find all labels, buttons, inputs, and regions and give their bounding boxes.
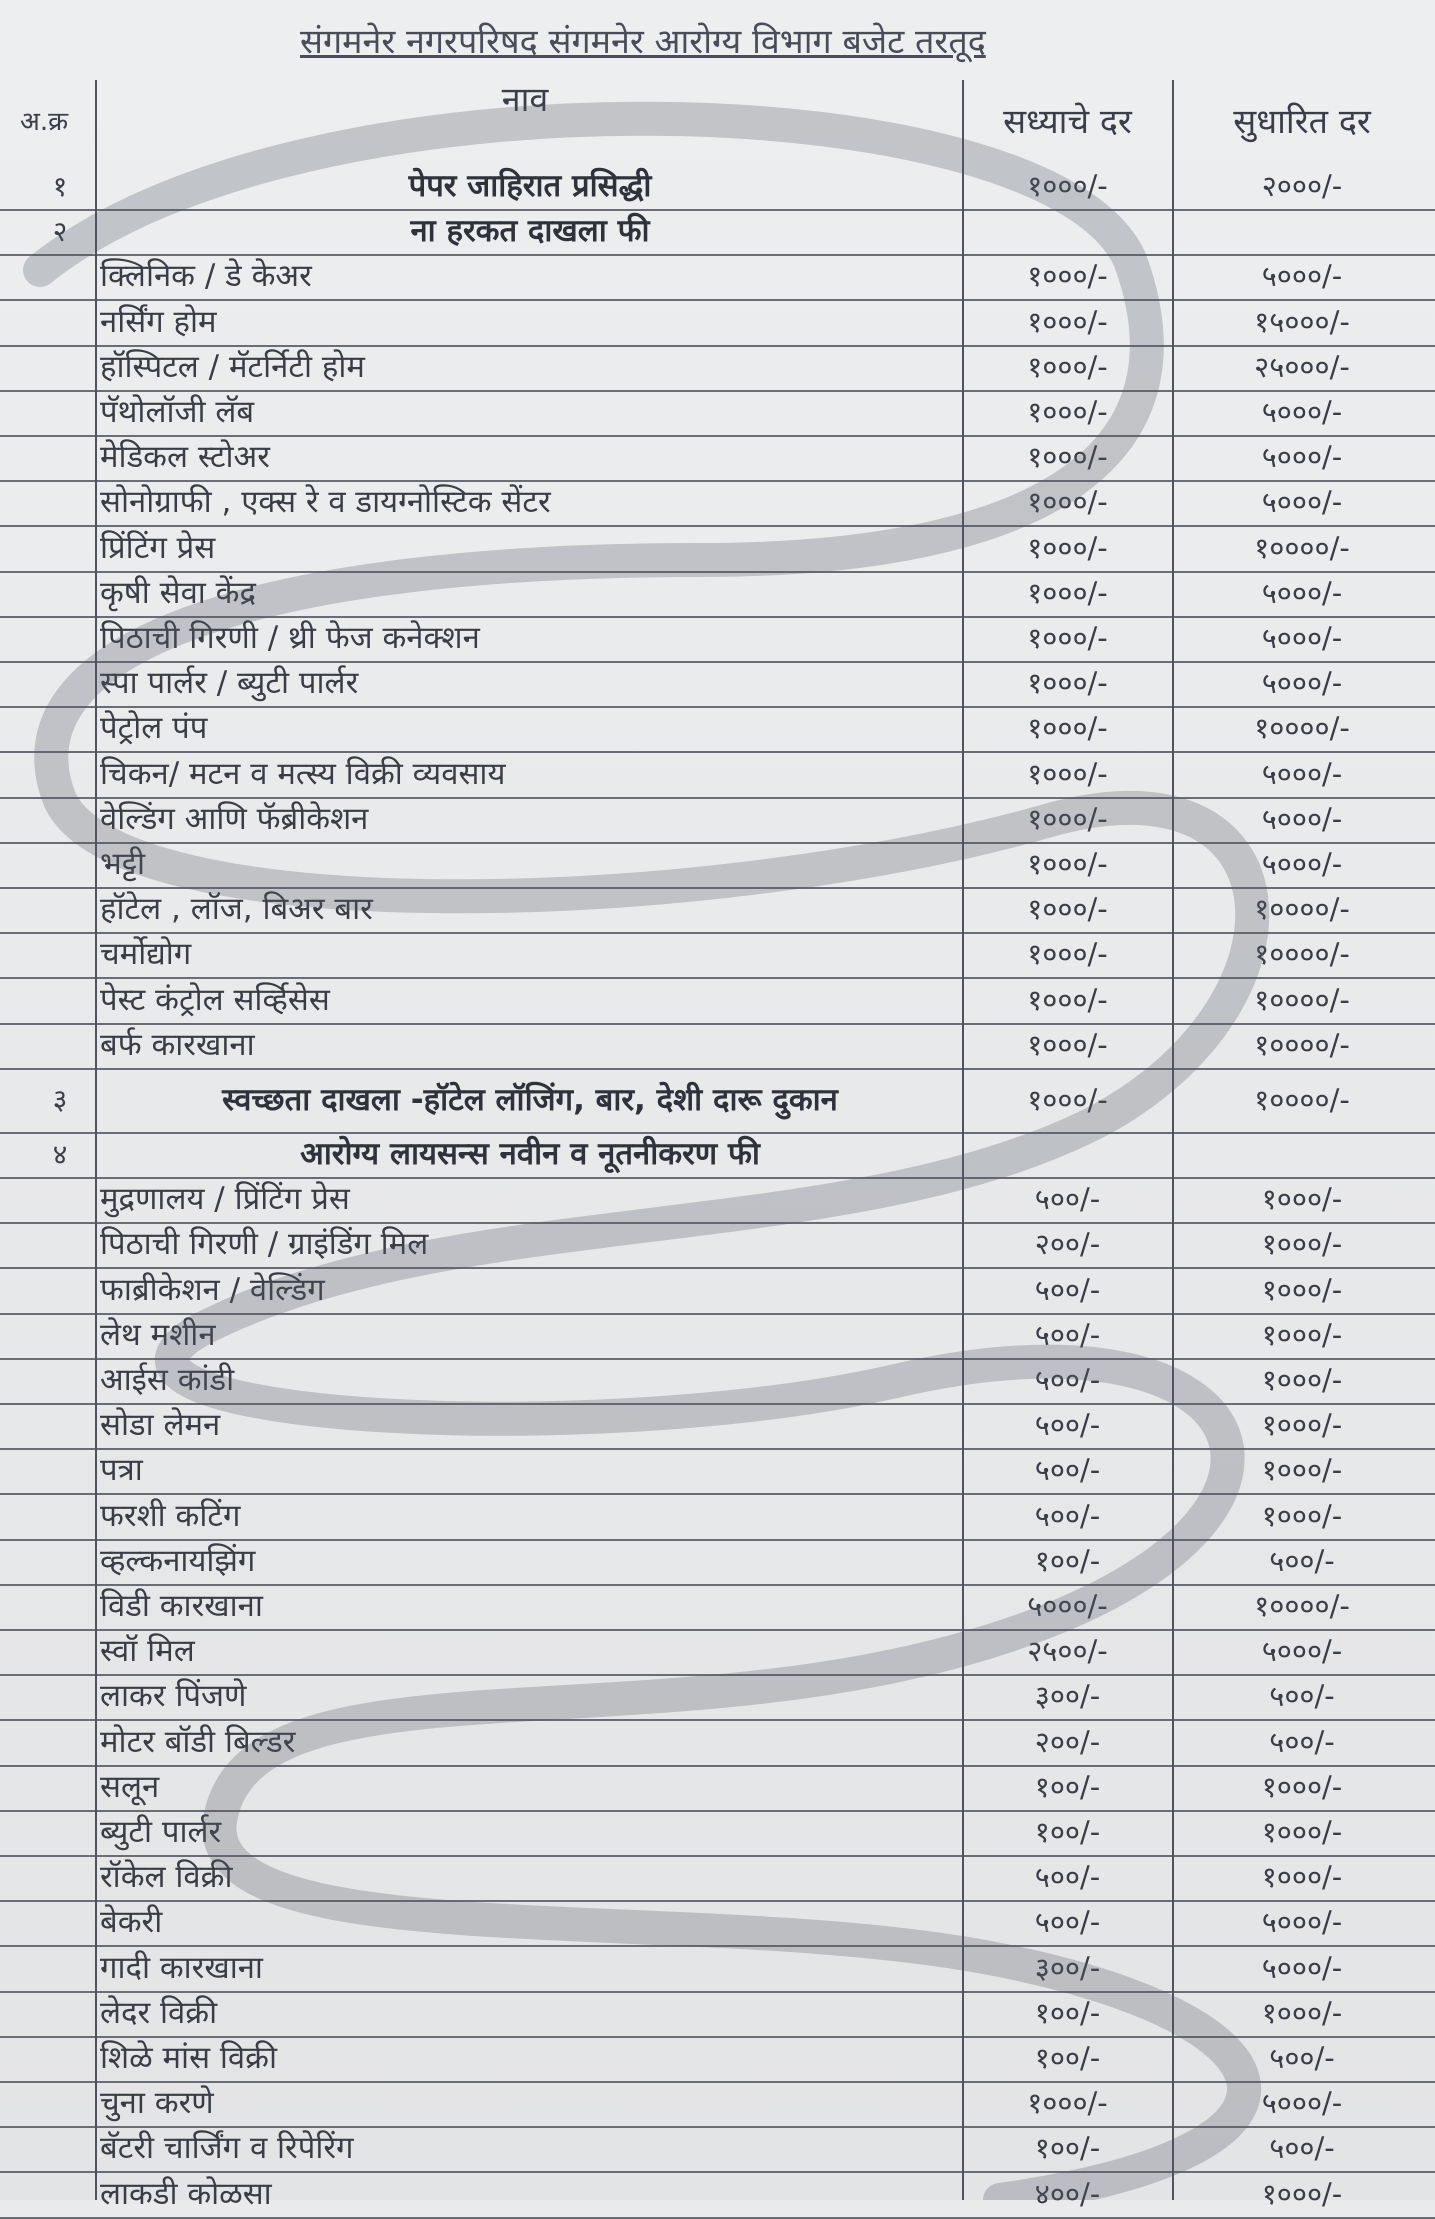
table-row [0, 1023, 1435, 1070]
row-new-rate: १००००/- [1254, 892, 1350, 927]
table-row [0, 526, 1435, 573]
row-old-rate: १०००/- [1027, 711, 1108, 746]
row-name: लेथ मशीन [100, 1316, 216, 1353]
row-new-rate: १००००/- [1254, 711, 1350, 746]
row-old-rate: १०००/- [1027, 756, 1108, 791]
row-new-rate: ५००/- [1269, 2041, 1335, 2075]
table-row [0, 978, 1435, 1025]
row-old-rate: २००/- [1034, 1227, 1101, 1262]
row-new-rate: २५०००/- [1254, 349, 1350, 384]
row-name: आईस कांडी [100, 1362, 235, 1398]
row-name: चुना करणे [100, 2085, 214, 2122]
table-row [0, 1313, 1435, 1360]
row-new-rate: १०००/- [1261, 1860, 1343, 1895]
table-row [0, 254, 1435, 301]
table-row [0, 1900, 1435, 1947]
row-old-rate: ५००/- [1034, 1182, 1101, 1217]
row-name: चर्मोद्योग [100, 936, 192, 973]
table-row [0, 571, 1435, 618]
row-name: पेपर जाहिरात प्रसिद्धी [408, 168, 652, 204]
row-name: पत्रा [100, 1452, 143, 1489]
row-new-rate: १००००/- [1254, 937, 1350, 972]
row-serial: ३ [52, 1083, 68, 1116]
row-name: आरोग्य लायसन्स नवीन व नूतनीकरण फी [300, 1136, 760, 1172]
row-old-rate: १०००/- [1027, 937, 1108, 972]
column-divider-rates [1172, 80, 1174, 2200]
row-new-rate: ५०००/- [1261, 1950, 1343, 1985]
table-row [0, 1539, 1435, 1586]
row-new-rate: १००००/- [1254, 982, 1350, 1017]
table-row [0, 1629, 1435, 1676]
row-new-rate: ५०००/- [1261, 1905, 1343, 1940]
row-new-rate: १०००/- [1261, 1815, 1343, 1849]
row-name: लाकडी कोळसा [100, 2175, 272, 2212]
row-old-rate: १०००/- [1027, 1027, 1108, 1062]
row-name: विडी कारखाना [100, 1588, 263, 1624]
table-row [0, 2126, 1435, 2173]
row-name: स्वॉ मिल [100, 1633, 195, 1670]
row-old-rate: १०००/- [1027, 621, 1108, 655]
row-new-rate: १०००/- [1261, 1272, 1343, 1307]
row-name: स्वच्छता दाखला -हॉटेल लॉजिंग, बार, देशी दारू दुकान [222, 1082, 838, 1118]
row-new-rate: ५००/- [1269, 1543, 1335, 1578]
header-new-rate: सुधारित दर [1233, 102, 1371, 142]
row-name: बेकरी [100, 1904, 163, 1941]
table-row [0, 1810, 1435, 1857]
row-new-rate: १००००/- [1254, 1083, 1350, 1117]
row-name: फाब्रीकेशन / वेल्डिंग [100, 1271, 325, 1308]
row-new-rate: ५०००/- [1261, 621, 1343, 655]
table-row [0, 1358, 1435, 1405]
row-old-rate: ५०००/- [1027, 1589, 1108, 1623]
row-old-rate: १०००/- [1027, 530, 1108, 565]
row-new-rate: १५०००/- [1254, 304, 1350, 339]
table-row [0, 1177, 1435, 1224]
table-row [0, 797, 1435, 844]
row-new-rate: १०००/- [1261, 1227, 1343, 1262]
header-name: नाव [501, 80, 549, 120]
row-new-rate: ५०००/- [1261, 2086, 1343, 2121]
row-old-rate: १०००/- [1027, 395, 1108, 429]
row-new-rate: १०००/- [1261, 1182, 1343, 1217]
column-divider-name [962, 80, 964, 2200]
row-new-rate: ५००/- [1269, 2131, 1335, 2166]
table-row [0, 2036, 1435, 2083]
row-name: सलून [100, 1768, 160, 1805]
row-name: बॅटरी चार्जिंग व रिपेरिंग [100, 2130, 354, 2167]
row-name: मेडिकल स्टोअर [100, 439, 270, 476]
row-name: पिठाची गिरणी / थ्री फेज कनेक्शन [100, 620, 480, 656]
row-new-rate: ५००/- [1269, 1724, 1335, 1759]
table-row [0, 1222, 1435, 1269]
row-new-rate: १०००/- [1261, 1769, 1343, 1804]
table-row [0, 164, 1435, 211]
table-row [0, 1068, 1435, 1134]
table-row [0, 616, 1435, 663]
row-old-rate: १०००/- [1027, 440, 1108, 475]
row-name: मुद्रणालय / प्रिंटिंग प्रेस [100, 1181, 350, 1218]
table-row [0, 1674, 1435, 1721]
table-row [0, 706, 1435, 753]
row-name: सोनोग्राफी , एक्स रे व डायग्नोस्टिक सेंटर [100, 484, 551, 521]
row-old-rate: १०००/- [1027, 801, 1108, 836]
row-name: सोडा लेमन [100, 1407, 221, 1444]
row-name: पेस्ट कंट्रोल सर्व्हिसेस [100, 981, 330, 1018]
table-row [0, 1991, 1435, 2038]
table-row [0, 1765, 1435, 1812]
row-new-rate: १००००/- [1254, 530, 1350, 565]
row-new-rate: ५०००/- [1261, 395, 1343, 429]
header-serial: अ.क्र [20, 107, 69, 137]
table-row [0, 1720, 1435, 1767]
row-old-rate: १००/- [1034, 1815, 1101, 1849]
row-new-rate: १०००/- [1261, 1317, 1343, 1352]
row-new-rate: ५०००/- [1261, 847, 1343, 881]
row-name: फरशी कटिंग [100, 1497, 241, 1534]
row-old-rate: ५००/- [1034, 1363, 1101, 1397]
row-old-rate: १०००/- [1027, 982, 1108, 1017]
row-serial: ४ [52, 1138, 68, 1171]
row-name: व्हल्कनायझिंग [100, 1542, 256, 1579]
row-new-rate: १०००/- [1261, 1408, 1343, 1443]
row-old-rate: १०००/- [1027, 666, 1108, 701]
table-row [0, 209, 1435, 256]
table-row [0, 887, 1435, 934]
row-name: प्रिंटिंग प्रेस [100, 529, 216, 566]
row-old-rate: १०००/- [1027, 892, 1108, 927]
row-name: गादी कारखाना [100, 1949, 263, 1986]
row-old-rate: ५००/- [1034, 1905, 1101, 1940]
table-row [0, 2172, 1435, 2219]
row-name: मोटर बॉडी बिल्डर [100, 1723, 296, 1760]
row-serial: १ [52, 170, 68, 203]
row-name: पॅथोलॉजी लॅब [100, 394, 255, 430]
row-new-rate: १००००/- [1254, 1027, 1350, 1062]
row-name: ब्युटी पार्लर [100, 1814, 222, 1850]
table-row [0, 661, 1435, 708]
row-name: लाकर पिंजणे [100, 1678, 247, 1715]
row-name: बर्फ कारखाना [100, 1026, 255, 1063]
row-old-rate: ३००/- [1034, 1950, 1101, 1985]
row-serial: २ [52, 215, 68, 249]
row-new-rate: ५०००/- [1261, 575, 1343, 610]
table-row [0, 1132, 1435, 1179]
column-divider-serial [95, 80, 97, 2200]
row-old-rate: ५००/- [1034, 1453, 1101, 1488]
row-old-rate: ५००/- [1034, 1272, 1101, 1307]
row-old-rate: ५००/- [1034, 1498, 1101, 1533]
table-row [0, 435, 1435, 482]
table-row [0, 1584, 1435, 1631]
row-new-rate: १०००/- [1261, 1498, 1343, 1533]
row-old-rate: २५००/- [1027, 1634, 1108, 1669]
row-new-rate: १०००/- [1261, 2176, 1343, 2211]
row-name: क्लिनिक / डे केअर [100, 258, 312, 295]
row-name: चिकन/ मटन व मत्स्य विक्री व्यवसाय [100, 755, 506, 792]
table-row [0, 1946, 1435, 1993]
table-row [0, 2081, 1435, 2128]
table-row [0, 1448, 1435, 1495]
table-row [0, 932, 1435, 979]
row-name: पिठाची गिरणी / ग्राइंडिंग मिल [100, 1226, 429, 1263]
row-old-rate: १०००/- [1027, 349, 1108, 384]
row-new-rate: १०००/- [1261, 1453, 1343, 1488]
row-old-rate: १०००/- [1027, 2086, 1108, 2121]
row-new-rate: ५००/- [1269, 1679, 1335, 1714]
row-new-rate: ५०००/- [1261, 1634, 1343, 1669]
row-old-rate: ५००/- [1034, 1860, 1101, 1895]
row-old-rate: १००/- [1034, 2041, 1101, 2075]
table-row [0, 1268, 1435, 1315]
table-row [0, 842, 1435, 889]
table-row [0, 1494, 1435, 1541]
row-name: नर्सिंग होम [100, 303, 217, 340]
row-new-rate: २०००/- [1261, 169, 1343, 203]
row-old-rate: १०००/- [1027, 259, 1108, 294]
row-name: कृषी सेवा केंद्र [100, 574, 256, 611]
row-name: वेल्डिंग आणि फॅब्रीकेशन [100, 800, 369, 837]
row-new-rate: १००००/- [1254, 1589, 1350, 1623]
header-old-rate: सध्याचे दर [1003, 102, 1132, 142]
document-title: संगमनेर नगरपरिषद संगमनेर आरोग्य विभाग बजेट तरतूद [300, 22, 986, 62]
row-new-rate: ५०००/- [1261, 259, 1343, 294]
row-old-rate: १००/- [1034, 1995, 1101, 2030]
table-row [0, 300, 1435, 347]
row-new-rate: १०००/- [1261, 1995, 1343, 2030]
row-new-rate: ५०००/- [1261, 756, 1343, 791]
row-new-rate: ५०००/- [1261, 801, 1343, 836]
row-old-rate: १०००/- [1027, 169, 1108, 203]
table-row [0, 390, 1435, 437]
row-old-rate: १०००/- [1027, 304, 1108, 339]
row-name: ना हरकत दाखला फी [410, 213, 650, 250]
row-old-rate: १००/- [1034, 1543, 1101, 1578]
row-new-rate: ५०००/- [1261, 440, 1343, 475]
table-row [0, 752, 1435, 799]
table-row [0, 1403, 1435, 1450]
row-old-rate: १००/- [1034, 1769, 1101, 1804]
row-new-rate: ५०००/- [1261, 485, 1343, 520]
row-name: पेट्रोल पंप [100, 710, 208, 747]
row-old-rate: १०००/- [1027, 847, 1108, 881]
row-old-rate: २००/- [1034, 1724, 1101, 1759]
row-name: स्पा पार्लर / ब्युटी पार्लर [100, 665, 359, 702]
table-row [0, 480, 1435, 527]
row-old-rate: ५००/- [1034, 1408, 1101, 1443]
row-old-rate: १०००/- [1027, 575, 1108, 610]
table-row [0, 345, 1435, 392]
row-old-rate: ३००/- [1034, 1679, 1101, 1714]
row-name: हॉटेल , लॉज, बिअर बार [100, 891, 373, 928]
table-row [0, 1855, 1435, 1902]
row-name: रॉकेल विक्री [100, 1859, 233, 1896]
row-old-rate: ४००/- [1034, 2176, 1101, 2211]
row-old-rate: १०००/- [1027, 1083, 1108, 1117]
row-old-rate: १००/- [1034, 2131, 1101, 2166]
row-new-rate: १०००/- [1261, 1363, 1343, 1397]
row-new-rate: ५०००/- [1261, 666, 1343, 701]
row-name: लेदर विक्री [100, 1994, 218, 2031]
row-old-rate: ५००/- [1034, 1317, 1101, 1352]
row-name: शिळे मांस विक्री [100, 2040, 278, 2076]
row-name: हॉस्पिटल / मॅटर्निटी होम [100, 348, 365, 385]
row-old-rate: १०००/- [1027, 485, 1108, 520]
row-name: भट्टी [100, 846, 145, 882]
